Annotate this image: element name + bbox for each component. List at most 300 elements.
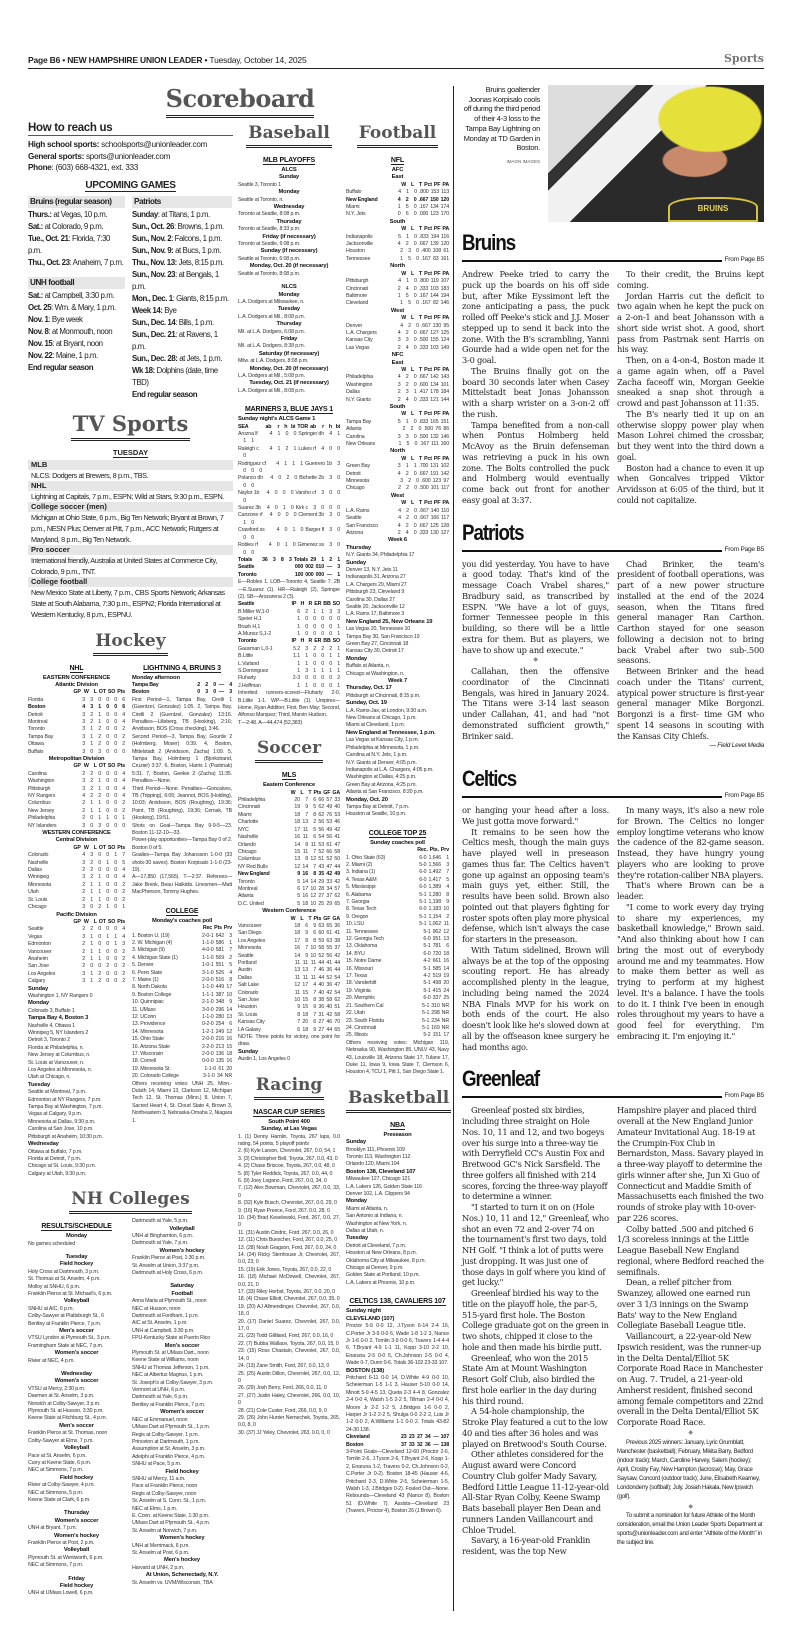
table-cell: 7. Maine (1) (132, 976, 159, 983)
agate-line: Brooklyn 111, Phoenix 109 (346, 1146, 405, 1153)
table-cell: 9 (305, 952, 308, 959)
table-cell: Anaheim (28, 955, 48, 962)
table-cell: 1-0-1 (201, 962, 214, 969)
section-heading-text: COLLEGE TOP 25 (368, 829, 427, 837)
email-link[interactable]: schoolsports@unionleader.com (101, 140, 208, 149)
bold-line: Sunday, Oct. 19 (346, 700, 387, 707)
table-cell: 000 (294, 564, 304, 571)
table-cell: 0 (90, 748, 93, 755)
table-cell: 2-0-0 (201, 976, 214, 983)
table-header (346, 500, 449, 507)
table-cell: Vegas (28, 933, 42, 940)
table-cell: 54 (318, 834, 324, 841)
table-cell: 3 (321, 490, 324, 497)
table-cell: 15. Ohio State (132, 1036, 164, 1043)
table-cell: 1,154 (428, 913, 441, 920)
table-cell: 27 (417, 1434, 423, 1441)
table-cell: 3 (408, 248, 411, 255)
table-cell: 0 (300, 527, 304, 534)
table-cell: 0 (106, 741, 109, 748)
agate-line: Orlando 120, Miami 104 (346, 1161, 400, 1168)
table-cell: 6 (297, 608, 300, 615)
table-cell: 642 (215, 932, 224, 939)
table-row (346, 958, 449, 965)
table-cell: Lukes rf (298, 445, 316, 452)
table-cell: Pct (424, 315, 432, 322)
article-paragraph: Chad Brinker, the team's president of football operations, was part of a new power structure installed at the end of the 2024 season, when the Titans fired general manager Ran Carthon. Carthon stayed for one season following a decision not to bring back Vrabel after two sub-.500 seasons. (617, 558, 764, 666)
schedule-item (28, 338, 125, 350)
table-cell: bi (290, 423, 296, 430)
schedule-date: Sun., Nov. 23 (132, 269, 176, 279)
table-cell: 0 (251, 482, 254, 489)
table-cell: 1 (90, 741, 93, 748)
table-cell: 0 (90, 904, 93, 911)
table-cell: 0 (251, 549, 254, 556)
schedule-item (132, 317, 232, 329)
agate-line: Franklin Pierce at Post, 2 p.m. (28, 1539, 95, 1546)
table-cell: Naylor 1b (238, 490, 260, 497)
table-row (238, 542, 340, 557)
table-cell: Clement 3b (298, 512, 324, 519)
table-cell: 4 (229, 969, 232, 976)
table-cell: W (401, 411, 407, 418)
table-cell: 1-1-0 (201, 954, 214, 961)
subheading: Men's soccer (59, 1328, 94, 1334)
table-cell: 132 (430, 433, 439, 440)
table-cell: Pct (424, 455, 432, 462)
bold-line: Sunday night (346, 1308, 381, 1315)
table-cell: Florida (28, 696, 44, 703)
table-cell: 2 (122, 741, 125, 748)
agate-line: 24. (13) Zane Smith, Ford, 267, 0.0, 13, 0 (238, 1363, 330, 1370)
table-cell: 9. Boston College (132, 991, 172, 998)
table-row (238, 812, 340, 819)
table-cell: Philadelphia (346, 374, 374, 381)
schedule-date: Sun., Nov. 2 (132, 233, 172, 243)
table-row (346, 426, 449, 433)
table-cell: 0 (321, 623, 324, 630)
schedule-date: Wk 18: (132, 365, 155, 375)
table-cell: 41 (326, 960, 332, 966)
table-cell: Pct (424, 226, 432, 233)
table-cell: Tampa Bay (28, 733, 54, 740)
agate-line: SNHU at Pace, 5 p.m. (132, 1461, 182, 1468)
table-cell: PF (433, 270, 441, 277)
agate-line: Norwich at Colby-Sawyer, 3 p.m. (28, 1400, 101, 1407)
table-row (132, 1021, 232, 1028)
table-cell: 0 (294, 475, 298, 482)
table-cell: Kirk c (295, 505, 308, 512)
table-row (132, 999, 232, 1006)
table-cell: 3 (305, 668, 308, 674)
table-cell: 66 (326, 848, 332, 855)
table-cell: 7 (305, 797, 308, 804)
table-cell: 123 (432, 478, 441, 485)
table-cell: 0 (98, 696, 101, 703)
table-cell (238, 790, 287, 797)
article-body (462, 554, 764, 753)
table-cell: 280 (215, 1013, 224, 1020)
table-cell: 2 (82, 955, 85, 962)
table-header (346, 226, 449, 233)
table-row (28, 956, 125, 963)
table-cell: 6-0 (419, 906, 427, 913)
table-cell: 13 (302, 819, 308, 826)
table-cell: 146 (440, 300, 449, 307)
table-cell: GP (73, 689, 81, 696)
agate-line: 12. (11) Chris Buescher, Ford, 267, 0.0, 25, 0 (238, 1237, 337, 1244)
table-row (346, 463, 449, 470)
table-cell: NR (441, 1017, 449, 1024)
table-cell: 52 (326, 856, 332, 863)
table-cell: 165 (430, 418, 439, 425)
subheading: EASTERN CONFERENCE (42, 674, 111, 681)
table-cell: SO (107, 918, 116, 925)
table-cell: W (401, 366, 407, 373)
tv-category: Pro soccer (28, 545, 233, 555)
subheading: Field hockey (59, 1474, 94, 1481)
table-cell: 0 (106, 852, 109, 859)
table-cell: 1 (106, 933, 109, 940)
table-cell: 0 (414, 485, 417, 492)
table-cell: 61 (326, 841, 332, 848)
schedule-item (28, 290, 125, 302)
table-cell: bi (335, 423, 340, 430)
table-cell: 2 (98, 904, 101, 911)
table-cell: 58 (334, 1011, 340, 1018)
table-cell: 0 (114, 874, 117, 881)
article-paragraph: Previous 2025 winners: January, Lyric Grumblatt, Manchester (basketball); February, Mikita Barry, Bedford (indoor track); March, Caroline Harvey, Salem (hockey); April, Crosby Fay, New Hampton (lacrosse); May, Grace Saysaw, Concord (outdoor track); June, Elisabeth Kearney, Londonderry (softball); July, Josiah Hakala, New Ipswich (golf). (617, 1439, 760, 1500)
table-cell: 2 (122, 955, 125, 962)
table-cell: PA (442, 455, 449, 462)
table-row (346, 1434, 449, 1441)
table-cell: 0 (98, 859, 101, 866)
table-cell: 3 (400, 478, 403, 485)
schedule-date: Sunday (132, 209, 158, 219)
table-row (346, 966, 449, 973)
table-cell: Detroit (28, 711, 43, 718)
table-cell: 18 (443, 950, 449, 957)
schedule-date: Nov. 22 (28, 350, 53, 360)
table-cell: 3 (337, 608, 340, 615)
table-cell: 1 (329, 668, 332, 674)
table-row (346, 485, 449, 492)
table-cell: 0 (305, 675, 308, 682)
article-paragraph: Between Brinker and the head coach under the Titans' current, atypical power structure is first-year general manager Mike Borgonzi. Borgonzi is a first- time GM who spent 14 seasons in scouting with the Kansas City Chiefs. (617, 666, 764, 741)
table-row (346, 523, 449, 530)
table-cell: 20. Memphis (346, 995, 375, 1002)
section-heading-text: LIGHTNING 4, BRUINS 3 (143, 664, 221, 672)
table-cell: 2 (82, 889, 85, 896)
table-cell: 0 (197, 689, 200, 696)
table-row (28, 719, 125, 726)
subheading: Monday, Oct. 20 (if necessary) (249, 263, 329, 270)
table-cell: 0 (114, 748, 117, 755)
table-cell: 1 (406, 189, 409, 196)
table-cell: 0 (337, 542, 340, 549)
table-cell: 57 (326, 797, 332, 804)
table-cell: 0 (416, 322, 419, 329)
agate-line: SNHU at Thomas Jefferson, 1 p.m. (132, 1364, 210, 1371)
table-cell: 1 (297, 623, 300, 630)
table-cell: 4 (397, 329, 401, 336)
table-row (132, 682, 232, 689)
table-cell: 1 (90, 896, 93, 903)
tv-category: MLB (28, 460, 233, 470)
table-cell: 5 (229, 962, 232, 969)
table-cell: 36 (262, 556, 268, 563)
subheading: Monday (66, 1233, 87, 1240)
table-cell: Springer dh (298, 431, 324, 437)
table-cell: 4. Michigan State (1) (132, 954, 178, 961)
table-cell: Chicago (238, 848, 257, 855)
table-cell: 5-1 (422, 1002, 430, 1009)
table-cell: .600 (420, 478, 431, 485)
agate-line: Anna Maria at Plymouth St., noon (132, 1298, 207, 1305)
table-cell: 002 (305, 564, 314, 571)
bold-line: Tuesday (28, 1081, 51, 1088)
subheading: Friday (280, 335, 298, 342)
table-cell: 16 (226, 1058, 232, 1065)
table-cell: 5-1 (423, 980, 431, 987)
agate-line: Las Vegas 20, Tennessee 10 (346, 626, 411, 633)
agate-line: E. Conn. at Keene State, 1:30 p.m. (132, 1512, 210, 1519)
email-link[interactable]: sports@unionleader.com (86, 151, 171, 161)
table-cell: 125 (430, 522, 439, 529)
table-row (238, 1027, 340, 1034)
table-cell: 1 (446, 854, 449, 861)
table-cell: 0 (293, 512, 297, 519)
agate-line: Carolina 30, Dallas 27 (346, 596, 395, 603)
table-cell: 153 (430, 189, 439, 196)
agate-line: Daemen at St. Anselm, 3 p.m. (28, 1393, 95, 1400)
table-cell: 3 (272, 556, 276, 563)
table-cell: 0 (321, 630, 324, 637)
table-cell: Philadelphia (238, 797, 266, 804)
table-cell: 3. Indiana (1) (346, 869, 376, 876)
subheading: Football (171, 1290, 193, 1297)
agate-line: VTSU at Mercy, 2:30 p.m. (28, 1385, 85, 1392)
table-cell: W (401, 270, 407, 277)
table-cell: 8 (297, 1011, 300, 1018)
table-cell: Utah (28, 889, 39, 896)
table-cell: 0 (114, 889, 117, 896)
article-headline: Patriots (462, 519, 524, 545)
agate-line: 25. (25) Austin Dillon, Chevrolet, 267, 0.0, 12, 0 (238, 1370, 340, 1384)
table-row (28, 741, 125, 748)
article-rule (462, 550, 722, 552)
table-cell: 0 (213, 681, 216, 688)
agate-line: Edmonton at NY Rangers, 7 p.m. (28, 1096, 102, 1103)
table-cell: 3 (446, 861, 449, 868)
table-cell: 0 (337, 527, 340, 534)
table-cell: 0 (416, 248, 419, 255)
table-cell: 29 (310, 556, 316, 563)
section-heading (238, 156, 340, 165)
table-row (28, 971, 125, 978)
table-row (238, 953, 340, 960)
table-cell: 54 (334, 989, 340, 996)
nh-colleges-section (28, 1218, 233, 1598)
subheading: Tuesday, Oct. 21 (if necessary) (249, 380, 329, 387)
table-cell: 17 (294, 826, 300, 833)
table-cell: 0 (313, 630, 316, 637)
table-cell: T (418, 315, 423, 322)
table-row (346, 374, 449, 381)
table-cell: 17 (302, 982, 308, 989)
team-heading: Bruins (regular season) (28, 196, 125, 208)
section-heading-text: NHL (69, 664, 84, 672)
table-cell: 4 (405, 344, 409, 351)
table-cell: 40 (326, 1004, 332, 1011)
article-bruins (462, 230, 764, 506)
table-cell: 0 (98, 941, 101, 948)
spacer (28, 269, 125, 277)
table-cell: 0 (106, 793, 109, 799)
table-cell: 51 (318, 856, 324, 863)
table-cell: 166 (430, 515, 439, 522)
agate-line: L.A. Dodgers at Mil., 8:08 p.m. (238, 387, 305, 394)
table-cell: 14 (302, 863, 308, 870)
table-cell: 4. Texas A&M (346, 876, 377, 883)
subheading: Field hockey (59, 1261, 94, 1268)
spacer (346, 1287, 449, 1293)
table-row (238, 967, 340, 974)
table-row (238, 683, 340, 690)
table-cell: 449 (215, 984, 224, 991)
table-cell: 18. Cornell (132, 1058, 156, 1065)
table-cell: 0 (321, 675, 324, 682)
table-row (28, 934, 125, 941)
table-cell: 5 (397, 418, 401, 425)
schedule-item (132, 269, 232, 293)
table-cell: 1 (337, 653, 340, 660)
table-cell: Chicago (346, 485, 365, 492)
table-cell: 8 (313, 937, 316, 944)
agate-line: L.A. Lakers 126, Golden State 116 (346, 1183, 422, 1190)
bold-line: Monday (346, 655, 367, 662)
table-cell: 4 (397, 374, 401, 381)
reach-line: Phone: (603) 668-4321, ext. 333 (28, 163, 138, 172)
table-cell: 5 (408, 300, 411, 307)
soccer-title: Soccer (238, 737, 340, 763)
table-cell: 5-1 (423, 987, 431, 994)
section-heading (132, 907, 232, 916)
table-row (346, 914, 449, 921)
table-cell: S.Dominguez (238, 668, 269, 674)
table-row (346, 1003, 449, 1010)
agate-line: Curry at Keene State, 6 p.m. (28, 1459, 91, 1466)
table-cell: 0 (329, 490, 332, 497)
subheading: North (390, 448, 405, 455)
table-row (346, 951, 449, 958)
schedule-date: Sat.: (28, 221, 43, 231)
schedule-date: Sun., Dec. 21 (132, 329, 176, 339)
table-cell: 127 (440, 529, 449, 536)
table-cell: W (83, 844, 89, 851)
table-row (238, 879, 340, 886)
agate-line: E—Robles 1. LOB—Toronto 4, Seattle 7. 2B—E.Suarez (1). HR—Raleigh (2), Springer (2). SB—Arozarena 2 (3). (238, 579, 340, 600)
table-cell: 1 (90, 881, 93, 888)
table-cell: Rec (202, 925, 213, 932)
table-cell: 1 (313, 608, 316, 615)
table-cell: 2 (98, 793, 101, 799)
table-cell: 4 (122, 718, 125, 725)
table-cell: Prv (223, 925, 232, 932)
table-cell: 4 (397, 470, 401, 477)
table-cell: 1 (297, 668, 300, 674)
table-cell: Pittsburgh (346, 278, 369, 285)
table-cell: 0 (274, 505, 278, 512)
agate-line: Houston at New Orleans, 8 p.m. (346, 1250, 417, 1257)
table-cell: 174 (440, 204, 449, 211)
table-cell: 130 (432, 322, 441, 329)
table-cell: 9 (305, 804, 308, 811)
subheading: Week 7 (388, 678, 407, 685)
masthead-date: Tuesday, October 14, 2025 (209, 55, 307, 65)
table-cell: GP (73, 918, 81, 925)
table-cell: 24. Cincinnati (346, 1024, 376, 1031)
section-heading (238, 405, 340, 414)
table-cell: 2 (405, 470, 409, 477)
table-cell: 15 (302, 997, 308, 1004)
table-cell: 0 (416, 300, 419, 307)
bold-line: Thursday, Oct. 17 (346, 685, 392, 692)
article-paragraph: With Tatum sidelined, Brown will always be at the top of the opposing scouting report. He has already accomplished plenty in the league, including being named the 2024 NBA Finals MVP for his work on both ends of the court. He also doesn't look like he's slowed down at all by the offseason knee surgery he had months ago. (462, 944, 609, 1052)
agate-line: AIC at St. Anselm, 1 p.m. (132, 1320, 188, 1327)
subheading: Metropolitan Division (48, 755, 105, 762)
table-cell: 4 (398, 278, 401, 285)
table-cell: 58 (334, 848, 340, 855)
table-cell: L (410, 270, 415, 277)
table-cell: 44 (318, 974, 324, 981)
schedule-opponent: at Vegas, 10 p.m. (51, 209, 108, 219)
agate-line: Tampa Bay 30, San Francisco 19 (346, 633, 420, 640)
table-cell: L (93, 763, 97, 770)
table-cell: 7 (297, 1019, 300, 1026)
table-cell: 142 (430, 374, 439, 381)
table-row (346, 293, 449, 300)
subheading: Volleyball (63, 1298, 90, 1305)
agate-line: 22. (7) Bubba Wallace, Toyota, 267, 0.0, 15, 0 (238, 1340, 339, 1347)
tv-listing: Lightning at Capitals, 7 p.m., ESPN; Wild at Stars, 9:30 p.m., ESPN. (31, 491, 225, 501)
table-cell: 3 (229, 932, 232, 939)
agate-line: Las Vegas at Kansas City, 1 p.m. (346, 737, 419, 744)
table-row (238, 1012, 340, 1019)
table-cell: 2 (90, 793, 93, 799)
table-cell: 134 (430, 381, 439, 388)
schedule-opponent: : Florida, 7:30 p.m. (28, 233, 110, 255)
table-cell: 149 (440, 344, 449, 351)
section-heading (28, 1222, 125, 1231)
table-cell: 216 (215, 1036, 224, 1043)
schedule-opponent: : at Ravens, 1 p.m. (132, 329, 218, 351)
agate-line: St. Louis at Vancouver, n. (28, 1059, 85, 1066)
table-cell: 51 (334, 1004, 340, 1011)
table-row (346, 419, 449, 426)
schedule-item (28, 302, 125, 314)
agate-line: Plymouth St. at Husson, 3:30 p.m. (28, 1408, 104, 1415)
agate-line: L.A. Dodgers at Mil., 5:08 p.m. (238, 372, 305, 379)
table-cell: 6-0 (419, 876, 427, 883)
table-cell: 7 (313, 1011, 316, 1018)
table-cell: 59 (318, 937, 324, 944)
table-cell: 52 (326, 974, 332, 981)
table-cell: 0 (284, 527, 288, 534)
table-cell: 1 (284, 460, 288, 467)
table-cell: 1 (98, 718, 101, 725)
table-cell: 14 (226, 1006, 232, 1013)
